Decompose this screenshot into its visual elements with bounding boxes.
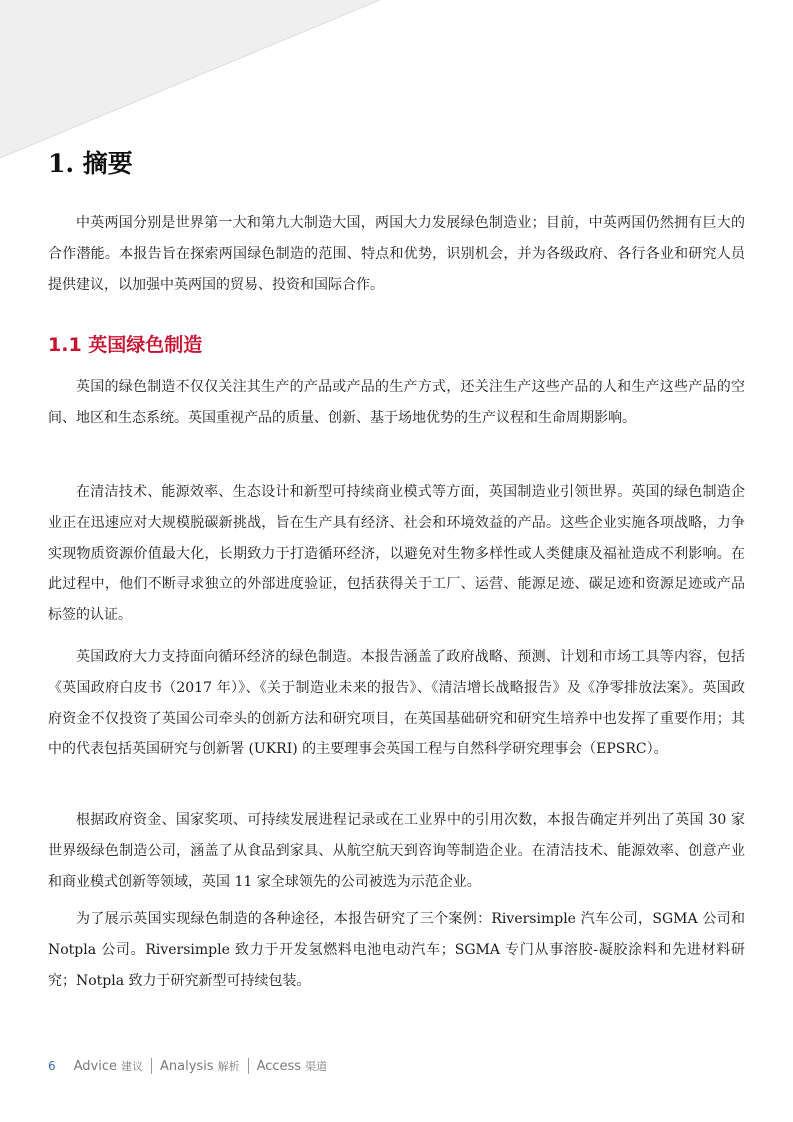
page-title: 1. 摘要 — [48, 149, 133, 178]
body-paragraph: 英国政府大力支持面向循环经济的绿色制造。本报告涵盖了政府战略、预测、计划和市场工具等内容，包括《英国政府白皮书（2017 年）》、《关于制造业未来的报告》、《清洁增长战略报告》及《净零排放法案》。英国政府资金不仅投资了英国公司牵头的创新方法和研究项目，在英国基础研究和研究生培养中也发挥了重要作用；其中的代表包括英国研究与创新署 (UKRI) 的主要理事会英国工程与自然科学研究理事会（EPSRC）。 — [48, 649, 745, 758]
footer-access: Access — [256, 1058, 302, 1074]
body-paragraph: 根据政府资金、国家奖项、可持续发展进程记录或在工业界中的引用次数，本报告确定并列出了英国 30 家世界级绿色制造公司，涵盖了从食品到家具、从航空航天到咨询等制造企业。在清洁技术、能源效率、创意产业和商业模式创新等领域，英国 11 家全球领先的公司被选为示范企业。 — [48, 812, 745, 890]
footer-advice: Advice — [73, 1058, 118, 1074]
body-paragraph: 英国的绿色制造不仅仅关注其生产的产品或产品的生产方式，还关注生产这些产品的人和生产这些产品的空间、地区和生态系统。英国重视产品的质量、创新、基于场地优势的生产议程和生命周期影响。 — [48, 379, 745, 426]
footer-divider — [151, 1058, 152, 1074]
corner-decoration — [0, 0, 380, 160]
footer-analysis: Analysis — [160, 1058, 214, 1074]
page-number: 6 — [48, 1059, 56, 1073]
footer-divider — [248, 1058, 249, 1074]
footer-analysis-cn: 解析 — [217, 1060, 240, 1073]
summary-paragraph: 中英两国分别是世界第一大和第九大制造大国，两国大力发展绿色制造业；目前，中英两国仍然拥有巨大的合作潜能。本报告旨在探索两国绿色制造的范围、特点和优势，识别机会，并为各级政府、各行各业和研究人员提供建议，以加强中英两国的贸易、投资和国际合作。 — [48, 215, 745, 293]
footer-advice-cn: 建议 — [121, 1060, 144, 1073]
body-paragraph: 在清洁技术、能源效率、生态设计和新型可持续商业模式等方面，英国制造业引领世界。英国的绿色制造企业正在迅速应对大规模脱碳新挑战，旨在生产具有经济、社会和环境效益的产品。这些企业实施各项战略，力争实现物质资源价值最大化，长期致力于打造循环经济，以避免对生物多样性或人类健康及福祉造成不利影响。在此过程中，他们不断寻求独立的外部进度验证，包括获得关于工厂、运营、能源足迹、碳足迹和资源足迹或产品标签的认证。 — [48, 484, 745, 624]
page-footer — [48, 1058, 327, 1074]
body-paragraph: 为了展示英国实现绿色制造的各种途径，本报告研究了三个案例：Riversimple 汽车公司，SGMA 公司和 Notpla 公司。Riversimple 致力于开发氢燃料电池电动汽车；SGMA 专门从事溶胶-凝胶涂料和先进材料研究；Notpla 致力于研究新型可持续包装。 — [48, 911, 745, 989]
footer-access-cn: 渠道 — [305, 1060, 328, 1073]
section-title: 1.1 英国绿色制造 — [48, 334, 203, 356]
